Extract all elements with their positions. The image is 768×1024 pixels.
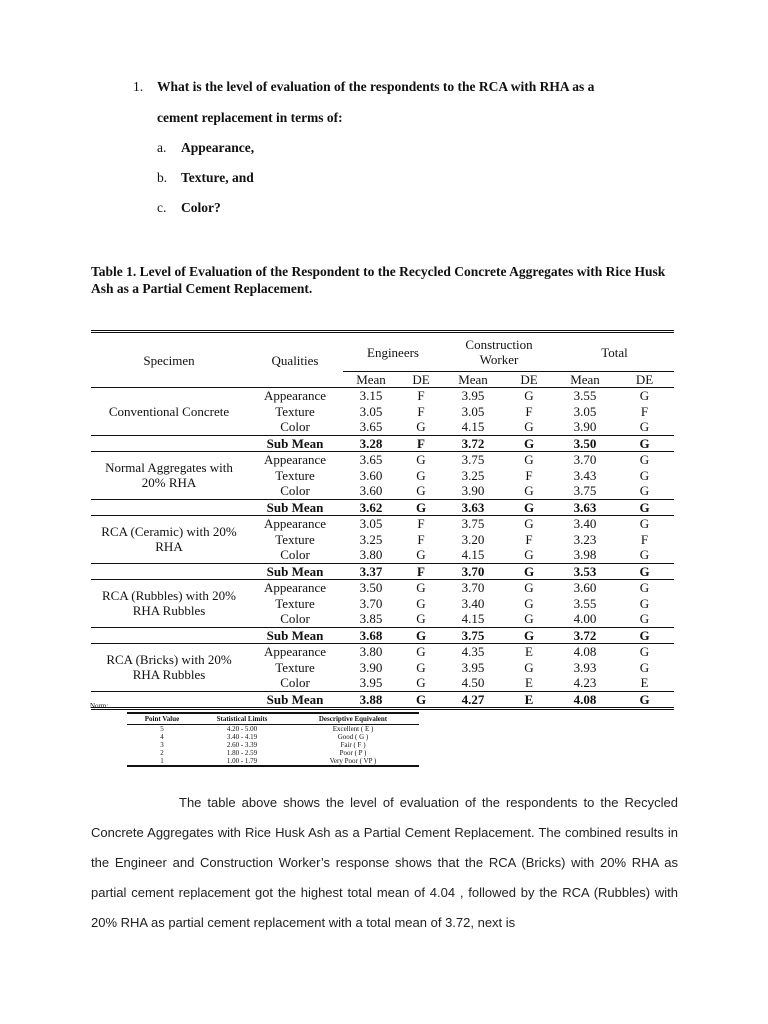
eng-de-cell: G	[416, 419, 426, 435]
norm-row	[127, 733, 419, 741]
cw-de-cell: G	[524, 611, 534, 627]
tot-mean-cell: 3.40	[555, 516, 615, 532]
sub-tot-mean-cell: 3.63	[555, 499, 615, 516]
cw-de-cell: G	[524, 659, 534, 675]
cw-mean-cell: 3.20	[461, 531, 485, 547]
tot-de-cell: G	[639, 659, 650, 675]
blank-cell	[91, 691, 247, 709]
header-engineers: Engineers	[367, 344, 419, 360]
table-row	[91, 580, 674, 596]
eng-mean-cell: 3.70	[359, 595, 383, 611]
quality-cell: Color	[280, 419, 310, 435]
sub-eng-de-cell: G	[399, 627, 443, 644]
cw-mean-cell: 3.90	[461, 483, 485, 499]
norm-desc: Excellent ( E )	[332, 725, 374, 733]
question-line-2	[157, 110, 343, 126]
sub-eng-de-cell: G	[399, 499, 443, 516]
sub-mean-label: Sub Mean	[247, 627, 343, 644]
eng-de-cell: F	[417, 531, 425, 547]
sub-mean-label: Sub Mean	[247, 435, 343, 452]
eng-de-cell: G	[416, 483, 426, 499]
item-text: Appearance,	[181, 140, 255, 155]
tot-mean-cell: 3.90	[573, 419, 597, 435]
eng-mean-cell: 3.60	[359, 467, 383, 483]
blank-cell	[91, 499, 247, 516]
eng-de-cell: F	[399, 388, 443, 404]
sub-eng-mean-cell: 3.68	[343, 627, 399, 644]
cw-mean-cell: 3.40	[461, 595, 485, 611]
tot-mean-cell: 3.05	[573, 403, 597, 419]
norm-point: 1	[160, 757, 164, 765]
eng-mean-cell: 3.05	[343, 516, 399, 532]
eng-de-cell: G	[416, 675, 426, 691]
quality-cell: Color	[280, 675, 310, 691]
item-letter: a.	[157, 140, 167, 155]
eng-mean-cell: 3.65	[343, 452, 399, 468]
quality-cell: Color	[280, 547, 310, 563]
table-row	[91, 452, 674, 468]
cw-de-cell: G	[503, 516, 555, 532]
quality-cell: Texture	[275, 403, 315, 419]
sub-tot-mean-cell: 3.50	[555, 435, 615, 452]
norm-desc: Good ( G )	[337, 733, 369, 741]
cw-mean-cell: 4.15	[461, 419, 485, 435]
sub-cw-de-cell: G	[503, 499, 555, 516]
norm-point: 4	[160, 733, 164, 741]
cw-mean-cell: 3.25	[461, 467, 485, 483]
question-text-1: What is the level of evaluation of the respondents to the RCA with RHA as a	[157, 79, 595, 94]
tot-de-cell: G	[639, 547, 650, 563]
eng-mean-cell: 3.05	[359, 403, 383, 419]
tot-mean-cell: 3.55	[555, 388, 615, 404]
eng-mean-cell: 3.80	[359, 547, 383, 563]
eng-de-cell: F	[399, 516, 443, 532]
table-row	[91, 644, 674, 660]
eng-mean-cell: 3.80	[343, 644, 399, 660]
eng-de-cell: G	[416, 595, 426, 611]
norm-label: Norm:	[90, 702, 109, 710]
blank-cell	[91, 435, 247, 452]
eng-de-cell: F	[417, 403, 425, 419]
norm-header-desc: Descriptive Equivalent	[287, 713, 419, 725]
quality-cell: Texture	[275, 595, 315, 611]
cw-de-cell: F	[525, 531, 533, 547]
norm-limits: 4.20 - 5.00	[226, 725, 258, 733]
question-item-b	[157, 170, 254, 186]
quality-cell: Appearance	[247, 388, 343, 404]
table-body	[91, 388, 674, 709]
cw-mean-cell: 3.75	[443, 516, 503, 532]
eng-mean-cell: 3.90	[359, 659, 383, 675]
tot-de-cell: G	[615, 388, 674, 404]
tot-mean-cell: 3.23	[573, 531, 597, 547]
table-caption: Table 1. Level of Evaluation of the Respondent to the Recycled Concrete Aggregates with Rice Husk Ash as a Partial Cement Replacement.	[91, 264, 666, 296]
cw-de-cell: E	[525, 675, 533, 691]
header-mean: Mean	[443, 372, 503, 388]
norm-header-point: Point Value	[127, 713, 197, 725]
tot-mean-cell: 3.98	[573, 547, 597, 563]
question-number: 1.	[133, 79, 144, 94]
sub-eng-mean-cell: 3.62	[343, 499, 399, 516]
quality-cell: Appearance	[247, 580, 343, 596]
norm-row	[127, 741, 419, 749]
eng-mean-cell: 3.60	[359, 483, 383, 499]
specimen-cell: Conventional Concrete	[91, 388, 247, 436]
tot-de-cell: F	[640, 403, 649, 419]
cw-mean-cell: 3.75	[443, 452, 503, 468]
tot-de-cell: G	[615, 452, 674, 468]
sub-mean-row	[91, 691, 674, 709]
sub-cw-mean-cell: 3.63	[443, 499, 503, 516]
norm-point: 2	[160, 749, 164, 757]
quality-cell: Appearance	[247, 516, 343, 532]
quality-cell: Texture	[275, 659, 315, 675]
question-text-2: cement replacement in terms of:	[157, 110, 343, 125]
sub-mean-row	[91, 435, 674, 452]
tot-de-cell: G	[639, 483, 650, 499]
quality-cell: Texture	[275, 467, 315, 483]
specimen-cell: RCA (Rubbles) with 20% RHA Rubbles	[91, 580, 247, 628]
question-line-1	[133, 79, 595, 95]
sub-mean-label: Sub Mean	[247, 691, 343, 709]
tot-mean-cell: 3.75	[573, 483, 597, 499]
tot-mean-cell: 4.23	[573, 675, 597, 691]
tot-de-cell: G	[639, 419, 650, 435]
cw-de-cell: G	[503, 388, 555, 404]
tot-mean-cell: 3.43	[573, 467, 597, 483]
cw-mean-cell: 3.05	[461, 403, 485, 419]
cw-mean-cell: 4.50	[461, 675, 485, 691]
sub-tot-de-cell: G	[615, 435, 674, 452]
sub-mean-label: Sub Mean	[247, 499, 343, 516]
cw-de-cell: E	[503, 644, 555, 660]
norm-row	[127, 725, 419, 734]
sub-cw-de-cell: E	[503, 691, 555, 709]
norm-point: 3	[160, 741, 164, 749]
tot-mean-cell: 3.55	[573, 595, 597, 611]
eng-de-cell: G	[399, 644, 443, 660]
norm-point: 5	[160, 725, 164, 733]
norm-table	[127, 712, 419, 767]
cw-mean-cell: 4.35	[443, 644, 503, 660]
item-text: Texture, and	[181, 170, 254, 185]
sub-cw-de-cell: G	[503, 435, 555, 452]
sub-tot-de-cell: G	[615, 691, 674, 709]
eng-de-cell: G	[399, 452, 443, 468]
header-row-1	[91, 332, 674, 372]
cw-de-cell: G	[503, 452, 555, 468]
body-paragraph: The table above shows the level of evaluation of the respondents to the Recycled Concrete Aggregates with Rice Husk Ash as a Partial Cement Replacement. The combined results in the Engineer and Construction Worker’s response shows that the RCA (Bricks) with 20% RHA as partial cement replacement got the highest total mean of 4.04 , followed by the RCA (Rubbles) with 20% RHA as partial cement replacement with a total mean of 3.72, next is	[91, 795, 678, 930]
quality-cell: Texture	[275, 531, 315, 547]
tot-de-cell: G	[615, 644, 674, 660]
cw-de-cell: G	[524, 595, 534, 611]
sub-tot-de-cell: G	[615, 627, 674, 644]
sub-tot-de-cell: G	[615, 563, 674, 580]
sub-tot-mean-cell: 3.72	[555, 627, 615, 644]
sub-cw-mean-cell: 3.75	[443, 627, 503, 644]
norm-row	[127, 757, 419, 766]
sub-cw-mean-cell: 3.70	[443, 563, 503, 580]
eng-mean-cell: 3.85	[359, 611, 383, 627]
tot-de-cell: G	[639, 611, 650, 627]
sub-cw-de-cell: G	[503, 563, 555, 580]
specimen-cell: Normal Aggregates with 20% RHA	[91, 452, 247, 500]
cw-mean-cell: 3.70	[443, 580, 503, 596]
question-item-a	[157, 140, 254, 156]
norm-limits: 1.00 - 1.79	[226, 757, 258, 765]
eng-de-cell: G	[416, 547, 426, 563]
norm-header-limits: Statistical Limits	[197, 713, 287, 725]
sub-tot-mean-cell: 3.53	[555, 563, 615, 580]
cw-mean-cell: 3.95	[443, 388, 503, 404]
header-de: DE	[503, 372, 555, 388]
tot-mean-cell: 3.60	[555, 580, 615, 596]
cw-de-cell: G	[503, 580, 555, 596]
eng-mean-cell: 3.95	[359, 675, 383, 691]
sub-mean-row	[91, 627, 674, 644]
header-de: DE	[399, 372, 443, 388]
norm-limits: 1.80 - 2.59	[226, 749, 258, 757]
blank-cell	[91, 563, 247, 580]
blank-cell	[91, 627, 247, 644]
evaluation-table	[91, 330, 674, 710]
norm-limits: 3.40 - 4.19	[226, 733, 258, 741]
item-letter: b.	[157, 170, 168, 185]
eng-mean-cell: 3.65	[359, 419, 383, 435]
sub-eng-de-cell: G	[399, 691, 443, 709]
sub-tot-de-cell: G	[615, 499, 674, 516]
norm-limits: 2.60 - 3.39	[226, 741, 258, 749]
cw-de-cell: G	[524, 483, 534, 499]
sub-eng-mean-cell: 3.88	[343, 691, 399, 709]
header-total: Total	[601, 344, 628, 360]
sub-mean-row	[91, 563, 674, 580]
cw-mean-cell: 3.95	[461, 659, 485, 675]
tot-de-cell: G	[615, 580, 674, 596]
norm-header-row	[127, 713, 419, 725]
table-row	[91, 516, 674, 532]
tot-mean-cell: 4.00	[573, 611, 597, 627]
quality-cell: Color	[280, 483, 310, 499]
cw-de-cell: F	[525, 467, 533, 483]
sub-cw-mean-cell: 3.72	[443, 435, 503, 452]
eng-mean-cell: 3.50	[343, 580, 399, 596]
tot-mean-cell: 4.08	[555, 644, 615, 660]
eng-de-cell: G	[416, 467, 426, 483]
cw-de-cell: G	[524, 547, 534, 563]
header-qualities: Qualities	[271, 352, 319, 368]
item-text: Color?	[181, 200, 221, 215]
header-de: DE	[615, 372, 674, 388]
norm-row	[127, 749, 419, 757]
eng-de-cell: G	[416, 659, 426, 675]
header-construction-worker: Construction Worker	[465, 337, 533, 367]
sub-eng-mean-cell: 3.37	[343, 563, 399, 580]
norm-desc: Very Poor ( VP )	[329, 757, 377, 765]
specimen-cell: RCA (Ceramic) with 20% RHA	[91, 516, 247, 564]
cw-de-cell: G	[524, 419, 534, 435]
tot-mean-cell: 3.70	[555, 452, 615, 468]
eng-de-cell: G	[416, 611, 426, 627]
sub-cw-de-cell: G	[503, 627, 555, 644]
question-item-c	[157, 200, 221, 216]
sub-eng-mean-cell: 3.28	[343, 435, 399, 452]
sub-tot-mean-cell: 4.08	[555, 691, 615, 709]
eng-de-cell: G	[399, 580, 443, 596]
specimen-cell: RCA (Bricks) with 20% RHA Rubbles	[91, 644, 247, 692]
tot-de-cell: E	[640, 675, 649, 691]
quality-cell: Appearance	[247, 452, 343, 468]
eng-mean-cell: 3.25	[359, 531, 383, 547]
sub-mean-label: Sub Mean	[247, 563, 343, 580]
cw-de-cell: F	[525, 403, 533, 419]
tot-de-cell: G	[639, 467, 650, 483]
norm-desc: Poor ( P )	[339, 749, 367, 757]
norm-desc: Fair ( F )	[340, 741, 366, 749]
quality-cell: Appearance	[247, 644, 343, 660]
item-letter: c.	[157, 200, 167, 215]
header-mean: Mean	[555, 372, 615, 388]
sub-eng-de-cell: F	[399, 435, 443, 452]
header-mean: Mean	[343, 372, 399, 388]
quality-cell: Color	[280, 611, 310, 627]
cw-mean-cell: 4.15	[461, 611, 485, 627]
tot-de-cell: F	[640, 531, 649, 547]
eng-mean-cell: 3.15	[343, 388, 399, 404]
tot-de-cell: G	[639, 595, 650, 611]
header-specimen: Specimen	[143, 352, 195, 368]
sub-cw-mean-cell: 4.27	[443, 691, 503, 709]
tot-mean-cell: 3.93	[573, 659, 597, 675]
sub-mean-row	[91, 499, 674, 516]
cw-mean-cell: 4.15	[461, 547, 485, 563]
tot-de-cell: G	[615, 516, 674, 532]
sub-eng-de-cell: F	[399, 563, 443, 580]
table-row	[91, 388, 674, 404]
